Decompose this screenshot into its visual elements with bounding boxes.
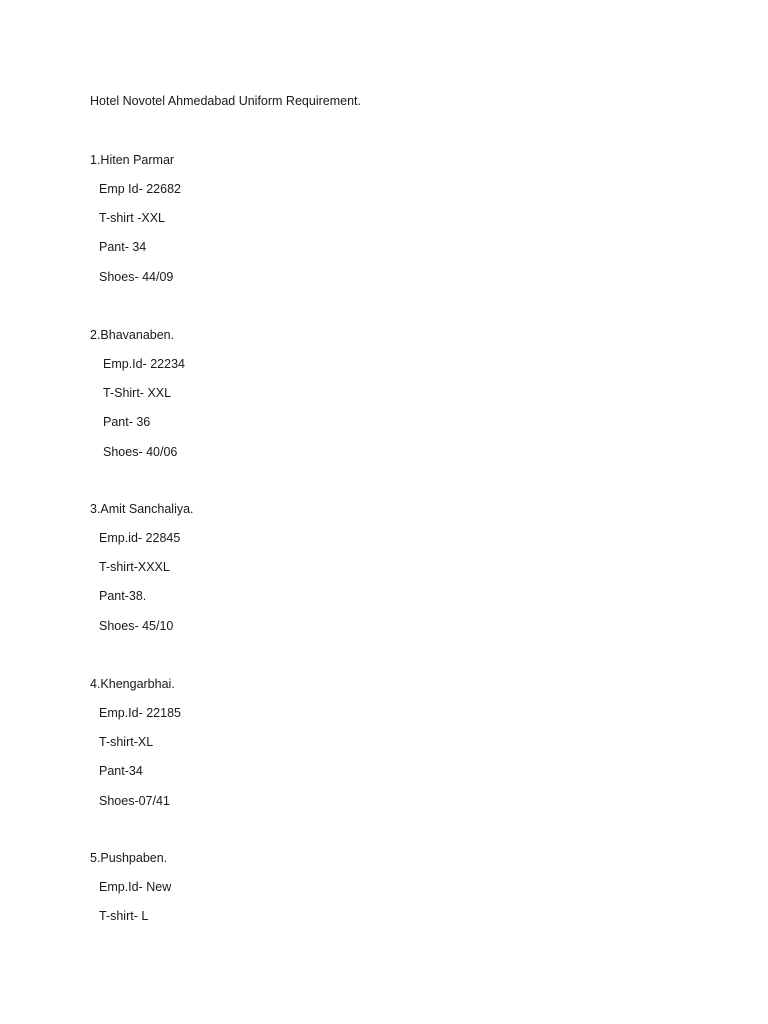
employee-pant-size: Pant- 36: [103, 415, 151, 430]
employee-entry-5: [90, 850, 171, 937]
employee-tshirt-size: T-shirt- L: [99, 909, 149, 924]
employee-shoe-size: Shoes- 45/10: [99, 618, 174, 633]
employee-id: Emp.Id- New: [99, 880, 172, 895]
employee-heading: 2.Bhavanaben.: [90, 328, 175, 342]
employee-shoe-size: Shoes-07/41: [99, 793, 170, 808]
employee-shoe-size: Shoes- 40/06: [103, 444, 178, 459]
employee-heading: 4.Khengarbhai.: [90, 677, 175, 691]
employee-id: Emp.Id- 22185: [99, 706, 181, 721]
employee-tshirt-size: T-shirt -XXL: [99, 211, 165, 226]
employee-entry-3: [90, 501, 194, 647]
employee-pant-size: Pant-34: [99, 764, 143, 779]
employee-heading: 5.Pushpaben.: [90, 851, 168, 865]
employee-pant-size: Pant-38.: [99, 589, 147, 604]
employee-tshirt-size: T-shirt-XL: [99, 735, 154, 750]
employee-id: Emp Id- 22682: [99, 182, 181, 197]
employee-shoe-size: Shoes- 44/09: [99, 269, 174, 284]
employee-id: Emp.id- 22845: [99, 531, 181, 546]
employee-tshirt-size: T-shirt-XXXL: [99, 560, 170, 575]
employee-entry-2: [90, 327, 185, 473]
document-title: Hotel Novotel Ahmedabad Uniform Requirement.: [90, 94, 361, 108]
employee-tshirt-size: T-Shirt- XXL: [103, 386, 172, 401]
employee-heading: 1.Hiten Parmar: [90, 153, 175, 167]
employee-entry-1: [90, 152, 181, 298]
employee-id: Emp.Id- 22234: [103, 357, 185, 372]
employee-pant-size: Pant- 34: [99, 240, 147, 255]
employee-heading: 3.Amit Sanchaliya.: [90, 502, 194, 516]
employee-entry-4: [90, 676, 181, 822]
